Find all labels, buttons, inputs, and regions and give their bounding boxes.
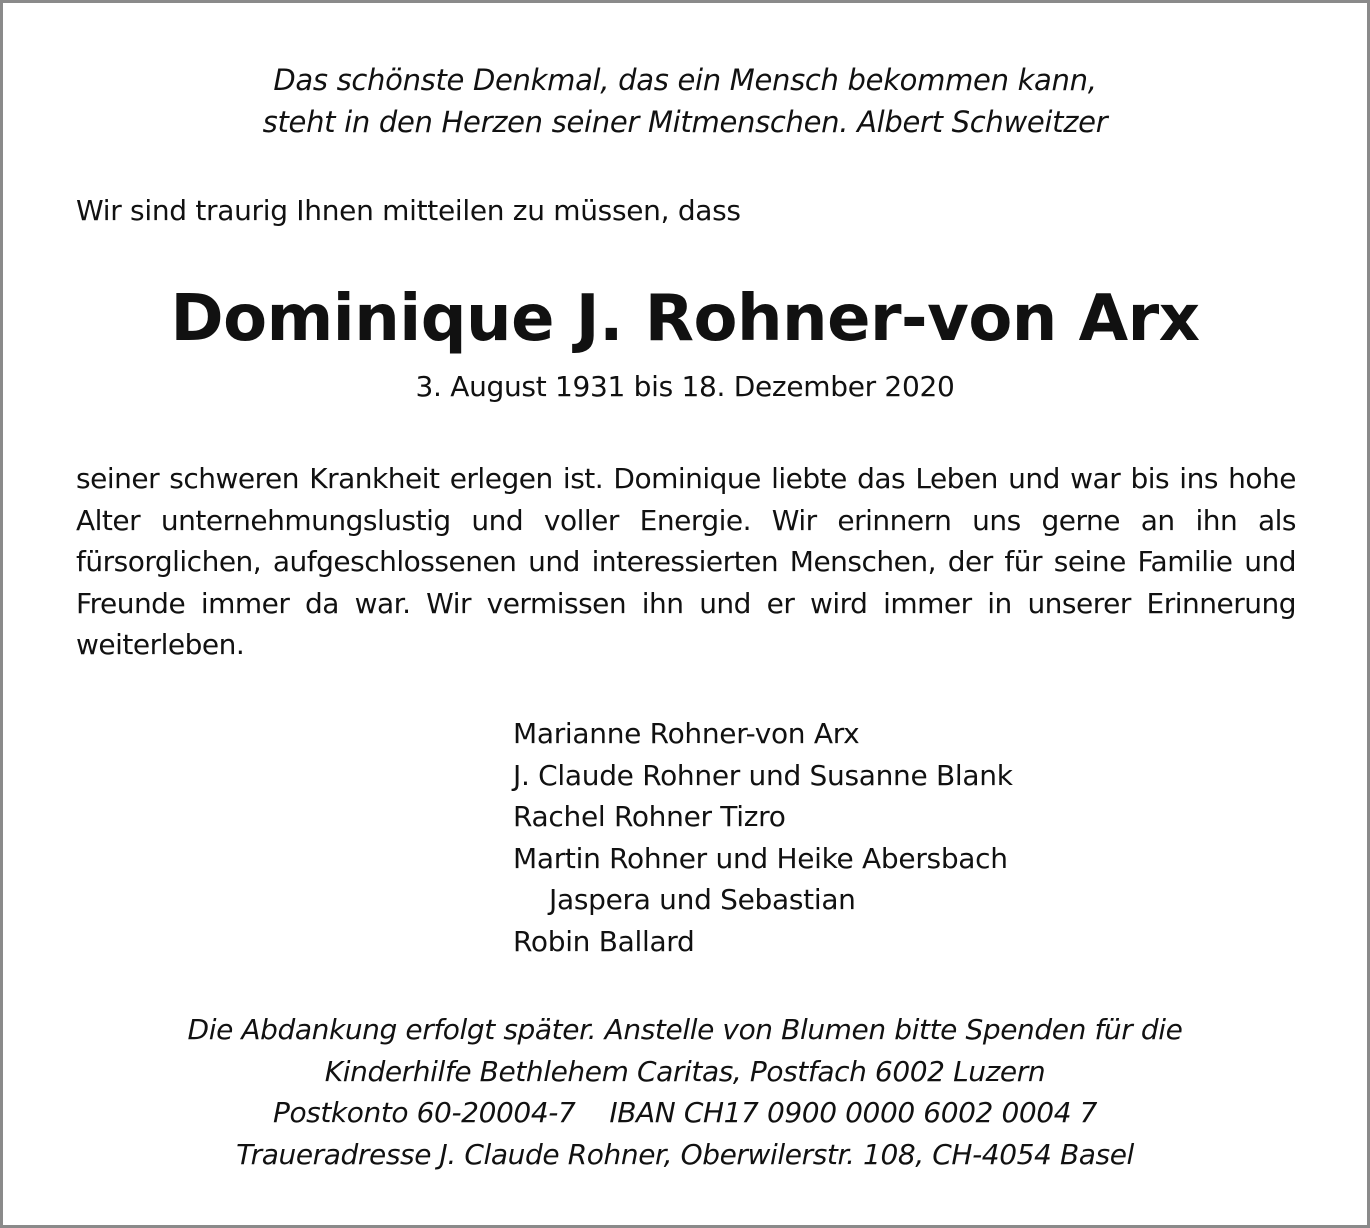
mourner-name: Robin Ballard — [513, 924, 695, 958]
mourner-name: Rachel Rohner Tizro — [513, 800, 786, 833]
notice-line-4: Traueradresse J. Claude Rohner, Oberwilerstr. 108, CH-4054 Basel — [236, 1137, 1134, 1171]
epigraph-quote — [3, 59, 1367, 143]
mourner-name: Jaspera und Sebastian — [549, 883, 856, 916]
quote-line-1: Das schönste Denkmal, das ein Mensch bekommen kann, — [273, 63, 1097, 97]
mourner-name: Martin Rohner und Heike Abersbach — [513, 841, 1008, 875]
funeral-notice — [3, 1009, 1367, 1175]
notice-line-3 — [3, 1092, 1367, 1134]
postkonto-number: Postkonto 60-20004-7 — [272, 1096, 576, 1129]
mourners-list — [513, 713, 1013, 962]
intro-text: Wir sind traurig Ihnen mitteilen zu müssen, dass — [76, 194, 741, 227]
obituary-body: seiner schweren Krankheit erlegen ist. Dominique liebte das Leben und war bis ins hohe Alter unternehmungslustig und voller Energie. Wir erinnern uns gerne an ihn als fürsorglichen, aufgeschlossenen und interessierten Menschen, der für seine Familie und Freunde immer da war. Wir vermissen ihn und er wird immer in unserer Erinnerung weiterleben. — [76, 462, 1296, 661]
quote-line-2: steht in den Herzen seiner Mitmenschen. Albert Schweitzer — [262, 105, 1108, 139]
notice-line-2: Kinderhilfe Bethlehem Caritas, Postfach 6002 Luzern — [324, 1054, 1046, 1088]
life-dates: 3. August 1931 bis 18. Dezember 2020 — [415, 370, 955, 403]
mourner-name: Marianne Rohner-von Arx — [513, 717, 860, 750]
deceased-name: Dominique J. Rohner-von Arx — [170, 282, 1200, 356]
notice-line-1: Die Abdankung erfolgt später. Anstelle von Blumen bitte Spenden für die — [187, 1013, 1183, 1046]
iban-number: IBAN CH17 0900 0000 6002 0004 7 — [609, 1096, 1098, 1129]
mourner-name: J. Claude Rohner und Susanne Blank — [513, 758, 1013, 792]
